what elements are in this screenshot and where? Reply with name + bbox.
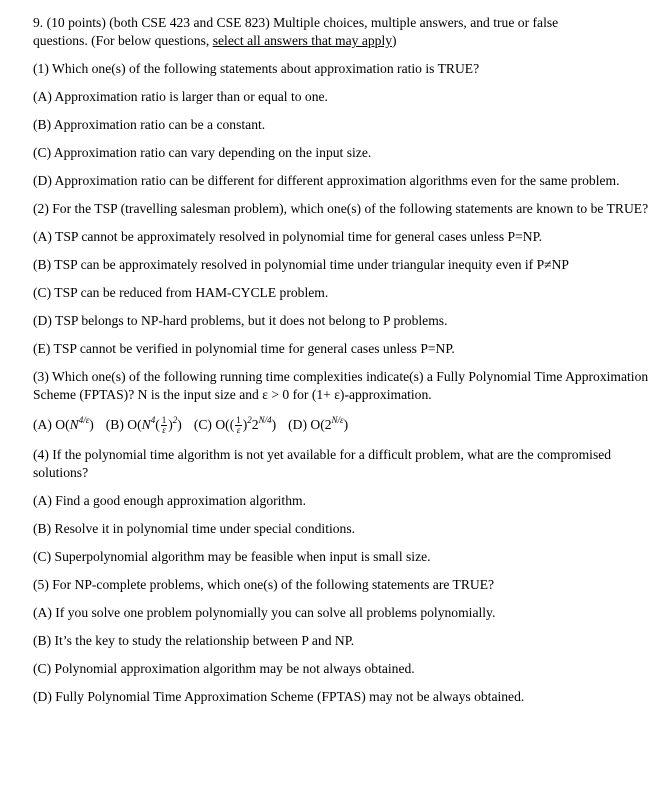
q2-question: (2) For the TSP (travelling salesman problem), which one(s) of the following statements are known to be TRUE? [33,201,649,216]
q2-option-d: (D) TSP belongs to NP-hard problems, but it does not belong to P problems. [33,313,448,328]
document [33,14,653,716]
header-line-2-prefix: questions. (For below questions, [33,33,213,48]
q2-option-c: (C) TSP can be reduced from HAM-CYCLE problem. [33,285,329,300]
q4-option-a: (A) Find a good enough approximation algorithm. [33,493,306,508]
q5-option-b: (B) It’s the key to study the relationship between P and NP. [33,633,355,648]
fraction: $\frac{1}{\varepsilon}$ [236,415,241,436]
fraction: $\frac{1}{\varepsilon}$ [161,415,167,436]
q3-option-b: (B) $O(N^4$( $\frac{1}{\varepsilon}$ )$^2$) [105,415,182,436]
q2-option-a: (A) TSP cannot be approximately resolved in polynomial time for general cases unless P=NP. [33,229,543,244]
q4-option-c: (C) Superpolynomial algorithm may be feasible when input is small size. [33,549,431,564]
q1-option-b: (B) Approximation ratio can be a constant. [33,117,266,132]
select-all-instruction: select all answers that may apply [212,33,393,48]
q3-options [33,414,653,436]
q5-question: (5) For NP-complete problems, which one(s) of the following statements are TRUE? [33,577,495,592]
q5-option-c: (C) Polynomial approximation algorithm may be not always obtained. [33,661,415,676]
q1-option-c: (C) Approximation ratio can vary depending on the input size. [33,145,372,160]
q3-option-a: (A) $O(N^{4/\varepsilon})$ [33,415,94,432]
q5-option-d: (D) Fully Polynomial Time Approximation Scheme (FPTAS) may not be always obtained. [33,689,525,704]
q1-question: (1) Which one(s) of the following statements about approximation ratio is TRUE? [33,61,480,76]
q1-option-d: (D) Approximation ratio can be different for different approximation algorithms even for the same problem. [33,173,620,188]
q3-option-c: (C) O(( $\frac{1}{\varepsilon}$ )$^22^{N/4}$) [193,415,277,436]
q3-option-d: (D) $O(2^{N/\varepsilon})$ [288,415,349,432]
q2-option-e: (E) TSP cannot be verified in polynomial time for general cases unless P=NP. [33,341,455,356]
q4-option-b: (B) Resolve it in polynomial time under special conditions. [33,521,356,536]
q1-option-a: (A) Approximation ratio is larger than or equal to one. [33,89,328,104]
header-line-2-suffix: ) [392,33,397,48]
q4-question: (4) If the polynomial time algorithm is not yet available for a difficult problem, what are the compromised solutions? [33,447,612,480]
question-header [33,14,653,50]
q3-question: (3) Which one(s) of the following running time complexities indicate(s) a Fully Polynomial Time Approximation Scheme (FPTAS)? N is the input size and ε > 0 for (1+ ε)-approximation. [33,369,649,402]
q2-option-b: (B) TSP can be approximately resolved in polynomial time under triangular inequity even if P≠NP [33,257,569,272]
header-line-1: 9. (10 points) (both CSE 423 and CSE 823) Multiple choices, multiple answers, and true or false [33,15,559,30]
q5-option-a: (A) If you solve one problem polynomially you can solve all problems polynomially. [33,605,496,620]
